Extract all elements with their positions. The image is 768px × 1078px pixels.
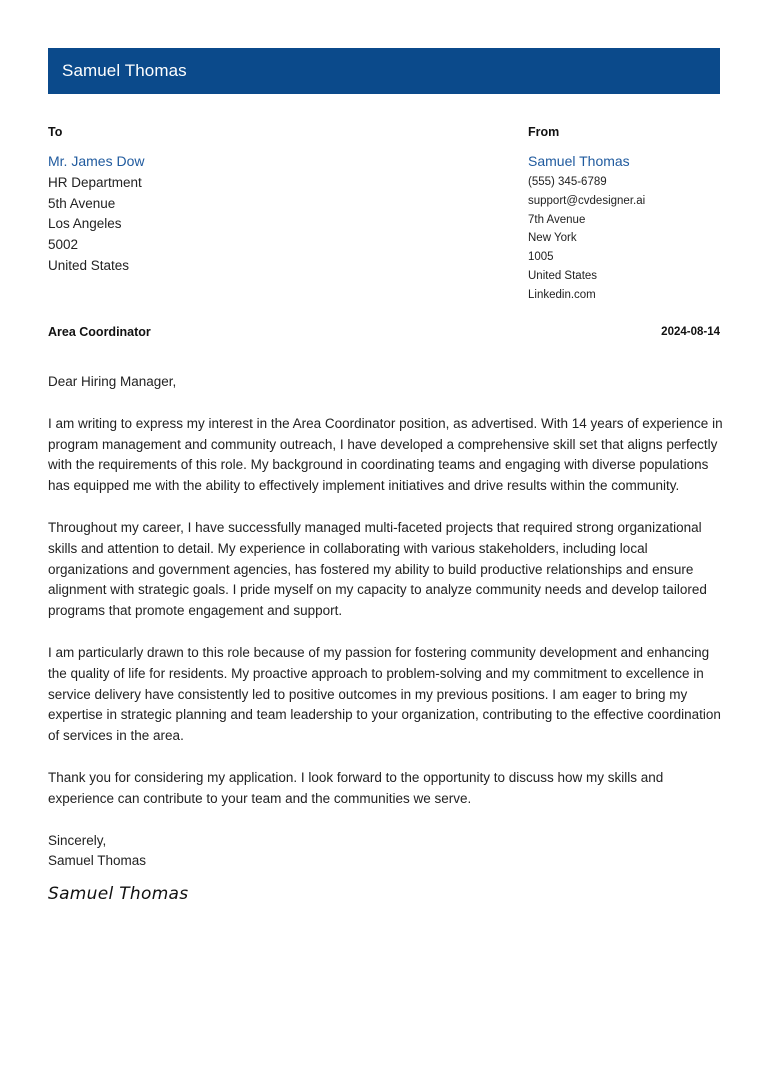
header-banner [48, 48, 720, 94]
recipient-line: 5002 [48, 237, 79, 253]
header-name: Samuel Thomas [62, 61, 187, 80]
sender-email: support@cvdesigner.ai [528, 194, 646, 207]
recipient-line: 5th Avenue [48, 195, 116, 211]
sender-line: United States [528, 269, 598, 282]
closing-name: Samuel Thomas [48, 853, 147, 869]
letter-body [48, 372, 724, 872]
sender-block [528, 124, 718, 305]
sender-linkedin: Linkedin.com [528, 288, 596, 301]
recipient-name: Mr. James Dow [48, 153, 145, 169]
sender-phone: (555) 345-6789 [528, 176, 607, 188]
letter-date: 2024-08-14 [661, 326, 720, 338]
subject-row [48, 324, 720, 340]
body-paragraph: Throughout my career, I have successfully managed multi-faceted projects that required strong organizational skills and attention to detail. My experience in collaborating with various stakeholders, including local organizations and government agencies, has fostered my ability to build productive relationships and ensure alignment with strategic goals. I pride myself on my capacity to analyze community needs and develop tailored programs that promote engagement and support. [48, 519, 707, 619]
body-paragraph: Thank you for considering my application. I look forward to the opportunity to discuss how my skills and experience can contribute to your team and the communities we serve. [48, 769, 664, 806]
subject-title: Area Coordinator [48, 325, 151, 339]
sender-line: New York [528, 232, 577, 245]
recipient-line: United States [48, 257, 130, 273]
signature: Samuel Thomas [48, 884, 189, 904]
sender-line: 1005 [528, 251, 554, 264]
greeting: Dear Hiring Manager, [48, 374, 177, 389]
closing: Sincerely, [48, 832, 107, 848]
sender-name: Samuel Thomas [528, 153, 630, 169]
sender-line: 7th Avenue [528, 213, 586, 226]
recipient-block [48, 124, 448, 277]
body-paragraph: I am writing to express my interest in the Area Coordinator position, as advertised. With 14 years of experience in program management and community outreach, I have developed a comprehensive skill set that aligns perfectly with the requirements of this role. My background in coordinating teams and engaging with diverse populations has equipped me with the ability to effectively implement initiatives and drive results within the community. [48, 415, 723, 494]
sender-heading: From [528, 125, 560, 139]
body-paragraph: I am particularly drawn to this role because of my passion for fostering community development and enhancing the quality of life for residents. My proactive approach to problem-solving and my commitment to excellence in service delivery have consistently led to positive outcomes in my previous positions. I am eager to bring my expertise in strategic planning and team leadership to your organization, contributing to the effective coordination of services in the area. [48, 644, 721, 744]
recipient-line: HR Department [48, 175, 142, 190]
recipient-line: Los Angeles [48, 216, 122, 232]
recipient-heading: To [48, 125, 63, 139]
